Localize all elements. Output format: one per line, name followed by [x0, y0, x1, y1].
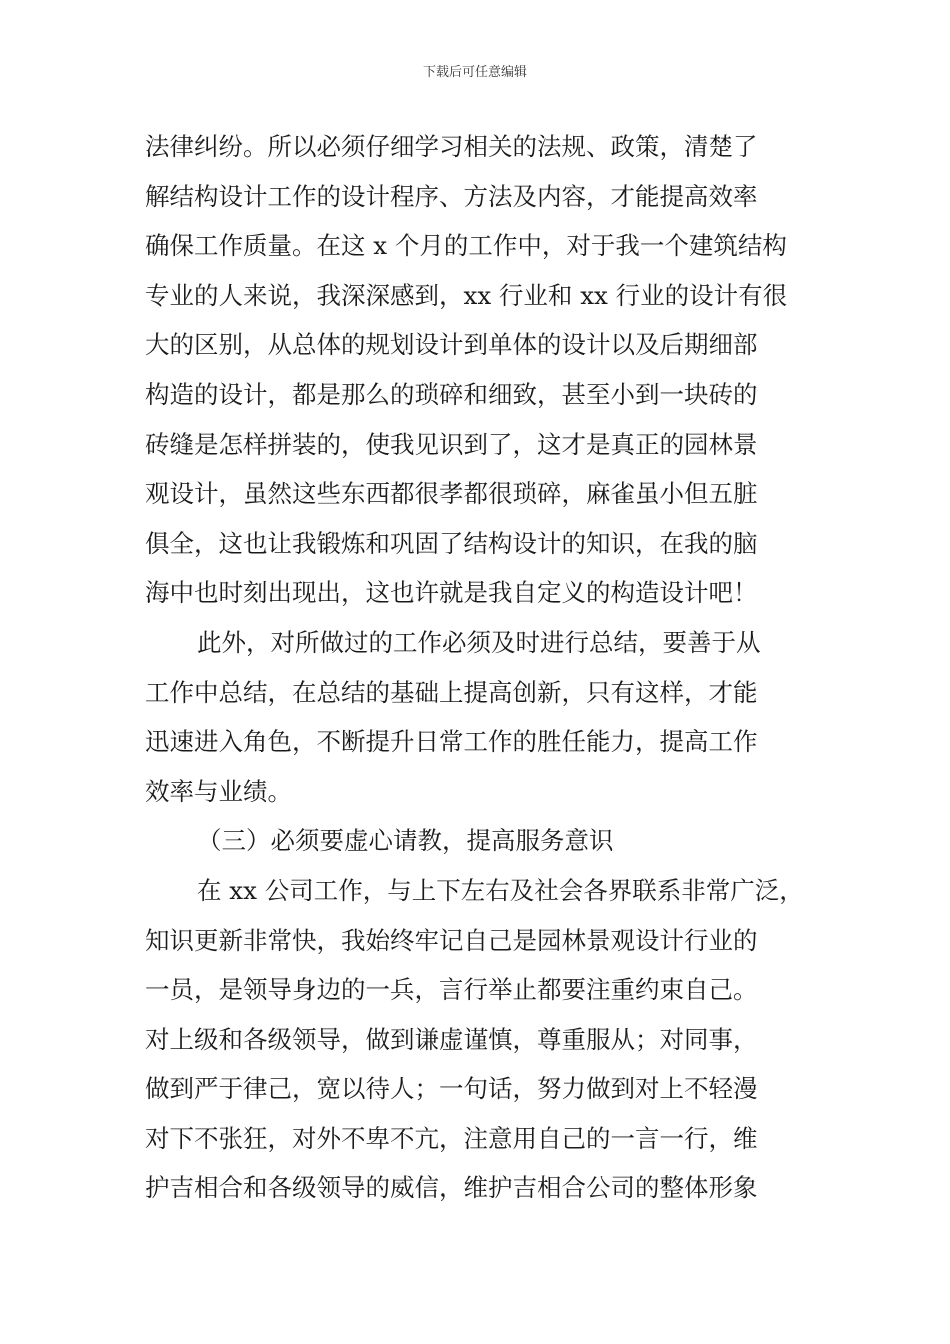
paragraph-line: 确保工作质量。在这 x 个月的工作中，对于我一个建筑结构 [145, 231, 787, 261]
page-header: 下载后可任意编辑 [422, 65, 527, 80]
paragraph-line: 俱全，这也让我锻炼和巩固了结构设计的知识，在我的脑 [145, 528, 758, 558]
paragraph-line: 专业的人来说，我深深感到，xx 行业和 xx 行业的设计有很 [145, 280, 788, 310]
paragraph-line: 大的区别，从总体的规划设计到单体的设计以及后期细部 [145, 330, 758, 360]
paragraph-line: 砖缝是怎样拼装的，使我见识到了，这才是真正的园林景 [145, 429, 758, 459]
paragraph-line: 工作中总结，在总结的基础上提高创新，只有这样，才能 [145, 677, 758, 707]
paragraph-line: 对上级和各级领导，做到谦虚谨慎，尊重服从；对同事， [145, 1024, 758, 1054]
paragraph-line: 海中也时刻出现出，这也许就是我自定义的构造设计吧！ [145, 578, 758, 608]
paragraph-line: 迅速进入角色，不断提升日常工作的胜任能力，提高工作 [145, 727, 758, 757]
paragraph-line: 对下不张狂，对外不卑不亢，注意用自己的一言一行，维 [145, 1123, 758, 1153]
paragraph-line: 构造的设计，都是那么的琐碎和细致，甚至小到一块砖的 [145, 379, 758, 409]
paragraph-line: 法律纠纷。所以必须仔细学习相关的法规、政策，清楚了 [145, 132, 758, 161]
paragraph-line: 一员，是领导身边的一兵，言行举止都要注重约束自己。 [145, 975, 758, 1005]
paragraph-first-line: 此外，对所做过的工作必须及时进行总结，要善于从 [197, 627, 761, 657]
paragraph-first-line: 在 xx 公司工作，与上下左右及社会各界联系非常广泛， [197, 875, 804, 905]
section-heading: （三）必须要虚心请教，提高服务意识 [197, 826, 614, 856]
document-body [145, 122, 825, 1213]
paragraph-line: 解结构设计工作的设计程序、方法及内容，才能提高效率 [145, 181, 758, 211]
paragraph-line: 效率与业绩。 [145, 776, 292, 806]
paragraph-line: 做到严于律己，宽以待人；一句话，努力做到对上不轻漫 [145, 1074, 758, 1104]
paragraph-line: 知识更新非常快，我始终牢记自己是园林景观设计行业的 [145, 925, 758, 955]
paragraph-line: 护吉相合和各级领导的威信，维护吉相合公司的整体形象 [145, 1173, 758, 1203]
paragraph-line: 观设计，虽然这些东西都很孝都很琐碎，麻雀虽小但五脏 [145, 479, 758, 509]
